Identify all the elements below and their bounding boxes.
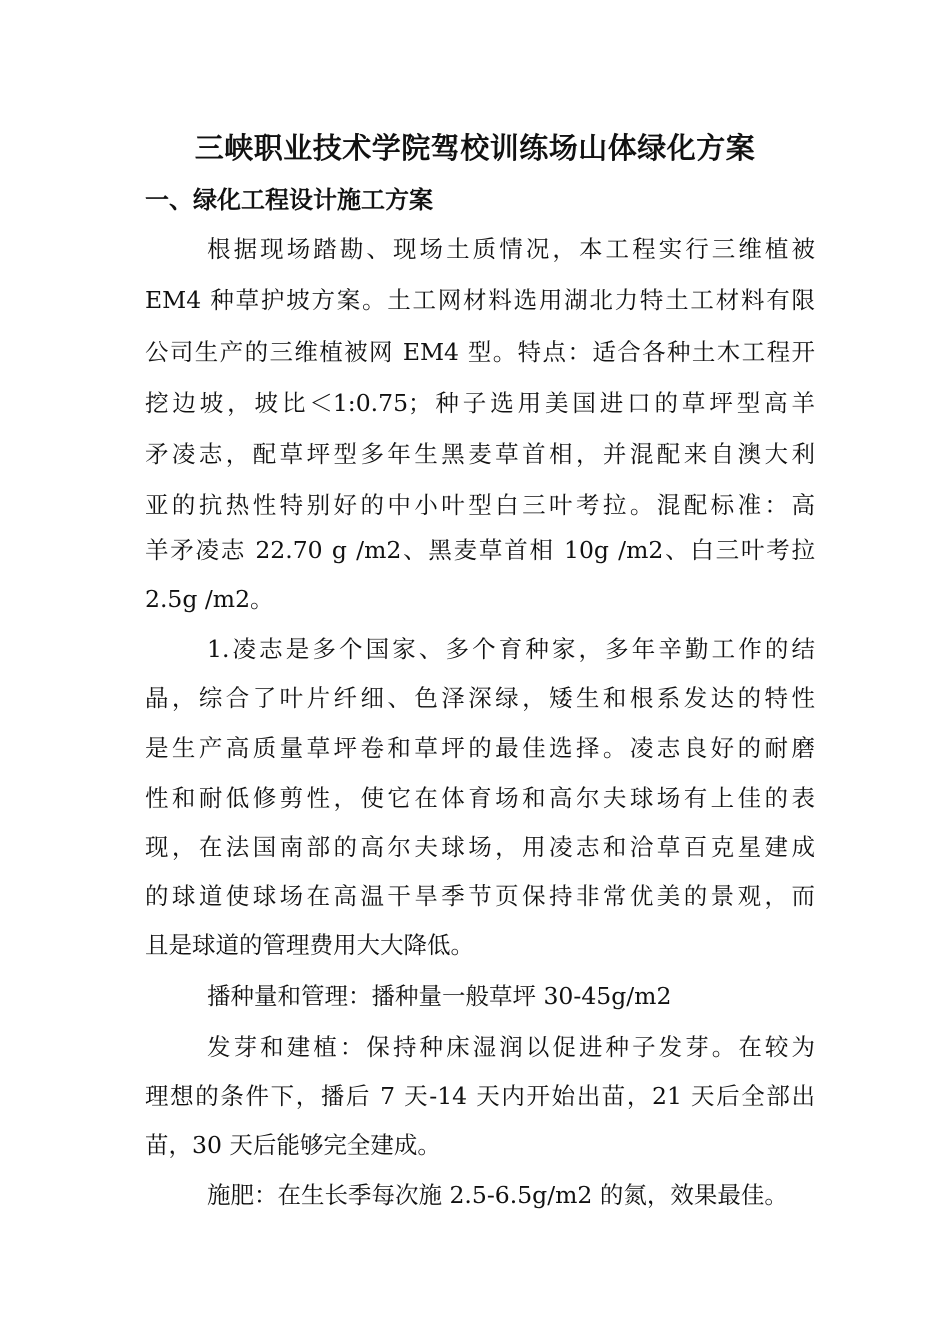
section-heading: 一、绿化工程设计施工方案 <box>145 186 433 214</box>
paragraph-line: EM4 种草护坡方案。土工网材料选用湖北力特土工材料有限 <box>145 286 815 314</box>
paragraph-line: 的球道使球场在高温干旱季节页保持非常优美的景观，而 <box>145 882 815 910</box>
paragraph-line: 性和耐低修剪性，使它在体育场和高尔夫球场有上佳的表 <box>145 784 815 812</box>
paragraph-line: 矛凌志，配草坪型多年生黑麦草首相，并混配来自澳大利 <box>145 440 815 468</box>
paragraph-line: 2.5g /m2。 <box>145 585 274 613</box>
paragraph-line: 是生产高质量草坪卷和草坪的最佳选择。凌志良好的耐磨 <box>145 734 815 762</box>
paragraph-line: 现，在法国南部的高尔夫球场，用凌志和洽草百克星建成 <box>145 833 815 861</box>
paragraph-line: 羊矛凌志 22.70 g /m2、黑麦草首相 10g /m2、白三叶考拉 <box>145 536 815 564</box>
paragraph-line: 且是球道的管理费用大大降低。 <box>145 931 474 959</box>
paragraph-line: 播种量和管理：播种量一般草坪 30-45g/m2 <box>207 982 672 1010</box>
paragraph-line: 发芽和建植：保持种床湿润以促进种子发芽。在较为 <box>207 1033 815 1061</box>
paragraph-line: 亚的抗热性特别好的中小叶型白三叶考拉。混配标准：高 <box>145 491 815 519</box>
paragraph-line: 晶，综合了叶片纤细、色泽深绿，矮生和根系发达的特性 <box>145 684 815 712</box>
paragraph-line: 苗，30 天后能够完全建成。 <box>145 1131 441 1159</box>
paragraph-line: 施肥：在生长季每次施 2.5-6.5g/m2 的氮，效果最佳。 <box>207 1181 788 1209</box>
paragraph-line: 理想的条件下，播后 7 天-14 天内开始出苗，21 天后全部出 <box>145 1082 815 1110</box>
paragraph-line: 公司生产的三维植被网 EM4 型。特点：适合各种土木工程开 <box>145 338 815 366</box>
paragraph-line: 1.凌志是多个国家、多个育种家，多年辛勤工作的结 <box>207 635 815 663</box>
document-title: 三峡职业技术学院驾校训练场山体绿化方案 <box>194 131 756 165</box>
paragraph-line: 根据现场踏勘、现场土质情况，本工程实行三维植被 <box>207 235 815 263</box>
paragraph-line: 挖边坡，坡比＜1:0.75；种子选用美国进口的草坪型高羊 <box>145 389 815 417</box>
